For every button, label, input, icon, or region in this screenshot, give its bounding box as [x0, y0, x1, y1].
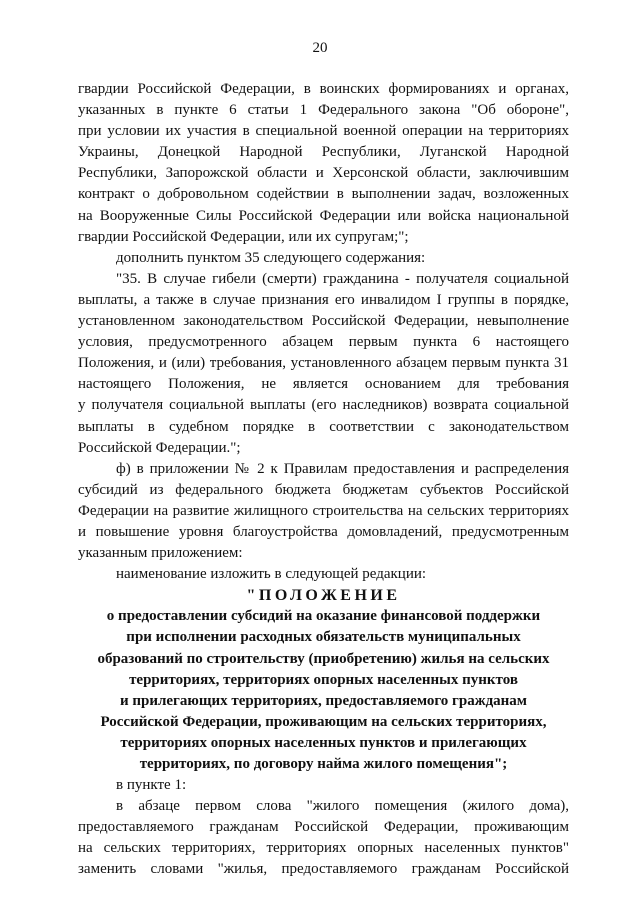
- document-line: Положения, и (или) требования, установленного абзацем первым пункта 31: [78, 355, 569, 372]
- document-line: условия, предусмотренного абзацем первым пункта 6 настоящего: [78, 334, 569, 351]
- document-line: Республики, Запорожской области и Херсонской области, заключившим: [78, 165, 569, 182]
- document-line: Российской Федерации.";: [78, 439, 241, 456]
- document-line: указанным приложением:: [78, 545, 243, 562]
- document-line: указанных в пункте 6 статьи 1 Федерального закона "Об обороне",: [78, 102, 569, 119]
- document-line: на Вооруженные Силы Российской Федерации или войска национальной: [78, 207, 569, 224]
- document-line: и повышение уровня благоустройства домовладений, предусмотренным: [78, 523, 569, 540]
- document-line: заменить словами "жилья, предоставляемого гражданам Российской: [78, 861, 569, 878]
- document-line: гвардии Российской Федерации, в воинских формированиях и органах,: [78, 81, 569, 97]
- document-line: дополнить пунктом 35 следующего содержания:: [116, 249, 426, 266]
- document-line: в пункте 1:: [116, 777, 187, 794]
- page-number: 20: [312, 40, 328, 56]
- document-line: настоящего Положения, не является основанием для требования: [78, 376, 569, 393]
- document-line: "35. В случае гибели (смерти) гражданина - получателя социальной: [116, 270, 569, 287]
- document-line: у получателя социальной выплаты (его наследников) возврата социальной: [78, 397, 569, 414]
- document-line: контракт о добровольном содействии в выполнении задач, возложенных: [78, 186, 569, 203]
- document-line: субсидий из федерального бюджета бюджетам субъектов Российской: [78, 481, 569, 498]
- document-line: в абзаце первом слова "жилого помещения (жилого дома),: [116, 798, 569, 815]
- document-line: выплаты в судебном порядке в соответствии с законодательством: [78, 418, 569, 435]
- document-line: Украины, Донецкой Народной Республики, Луганской Народной: [78, 144, 569, 161]
- document-line: гвардии Российской Федерации, или их супругам;";: [78, 228, 409, 245]
- document-line: территориях, по договору найма жилого помещения";: [139, 756, 508, 772]
- document-line: о предоставлении субсидий на оказание финансовой поддержки: [106, 608, 541, 625]
- document-line: образований по строительству (приобретению) жилья на сельских: [97, 650, 550, 667]
- document-line: установленном законодательством Российской Федерации, невыполнение: [78, 313, 569, 330]
- document-line: Российской Федерации, проживающим на сельских территориях,: [100, 713, 547, 730]
- document-body: [78, 79, 569, 881]
- document-line: при условии их участия в специальной военной операции на территориях: [78, 123, 569, 140]
- document-line: "ПОЛОЖЕНИЕ: [246, 587, 401, 605]
- document-line: территориях опорных населенных пунктов и прилегающих: [120, 734, 527, 751]
- document-line: территориях, территориях опорных населенных пунктов: [129, 671, 518, 688]
- document-line: предоставляемого гражданам Российской Федерации, проживающим: [78, 819, 569, 836]
- document-line: выплаты, а также в случае признания его инвалидом I группы в порядке,: [78, 291, 569, 308]
- document-line: на сельских территориях, территориях опорных населенных пунктов": [78, 840, 569, 857]
- document-line: и прилегающих территориях, предоставляемого гражданам: [119, 692, 528, 709]
- document-line: ф) в приложении № 2 к Правилам предоставления и распределения: [116, 460, 569, 477]
- document-line: Федерации на развитие жилищного строительства на сельских территориях: [78, 502, 569, 519]
- document-line: при исполнении расходных обязательств муниципальных: [126, 629, 521, 646]
- document-line: наименование изложить в следующей редакции:: [116, 566, 427, 583]
